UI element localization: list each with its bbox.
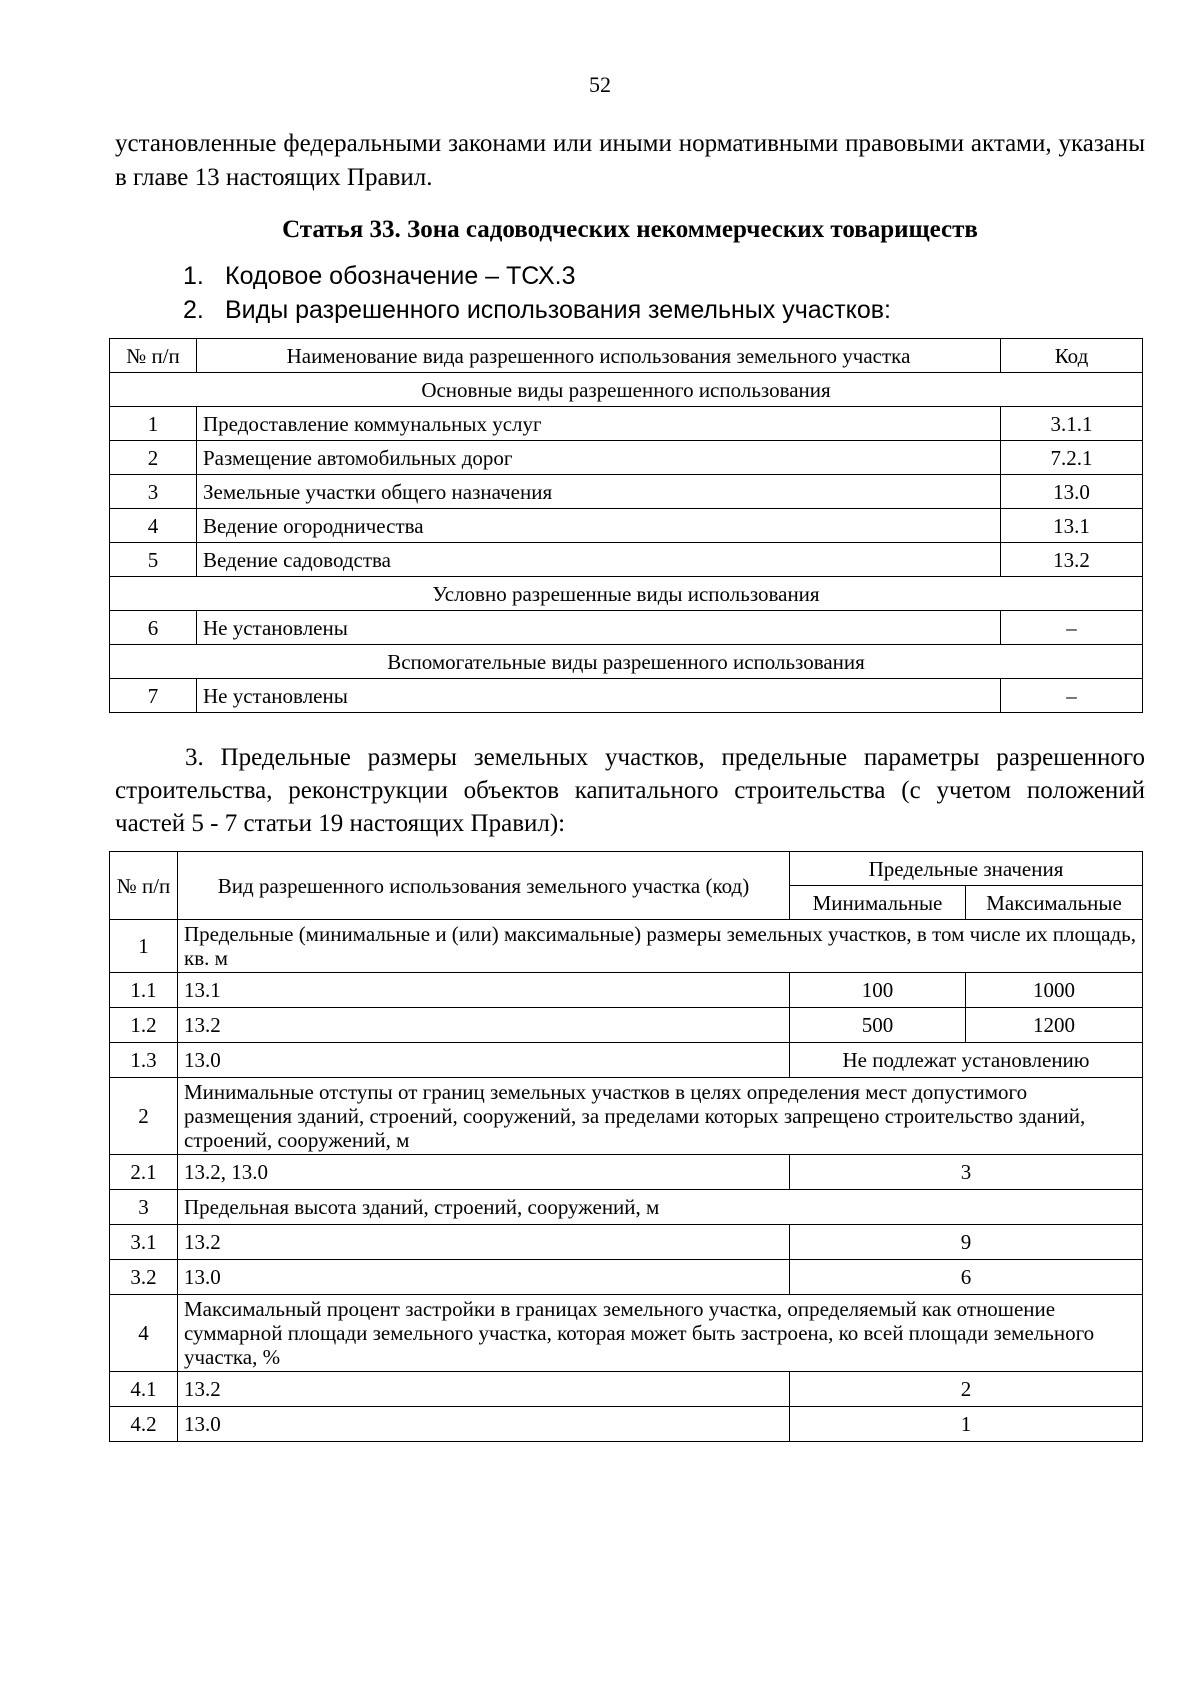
- limit-value: 6: [790, 1260, 1143, 1295]
- limit-value: 3: [790, 1155, 1143, 1190]
- table-row: [110, 407, 1143, 441]
- row-number: 2: [110, 441, 197, 475]
- row-number: 1.3: [110, 1043, 178, 1078]
- row-number: 2: [110, 1078, 178, 1155]
- use-name: Земельные участки общего назначения: [197, 475, 1001, 509]
- list-item-uses: [183, 296, 891, 325]
- list-item-text: Кодовое обозначение – ТСХ.3: [225, 262, 576, 290]
- table-row: [110, 973, 1143, 1008]
- max-value: 1200: [966, 1008, 1143, 1043]
- table-row: [110, 1260, 1143, 1295]
- header-code: Код: [1001, 339, 1143, 373]
- list-item-number: 1.: [183, 262, 204, 290]
- table-row: [110, 441, 1143, 475]
- min-value: 500: [790, 1008, 966, 1043]
- use-code: –: [1001, 611, 1143, 645]
- use-code: –: [1001, 679, 1143, 713]
- header-min: Минимальные: [790, 886, 966, 920]
- page-number: 52: [589, 72, 611, 97]
- use-code: 13.1: [1001, 509, 1143, 543]
- zone-code: 13.2: [178, 1225, 790, 1260]
- group-description: Минимальные отступы от границ земельных участков в целях определения мест допустимого размещения зданий, строений, сооружений, за пределами которых запрещено строительство зданий, строений, сооружений, м: [178, 1078, 1143, 1155]
- table-row: [110, 679, 1143, 713]
- header-name: Наименование вида разрешенного использования земельного участка: [197, 339, 1001, 373]
- limit-value: 9: [790, 1225, 1143, 1260]
- use-name: Не установлены: [197, 679, 1001, 713]
- zone-code: 13.0: [178, 1260, 790, 1295]
- row-number: 4: [110, 1295, 178, 1372]
- table-row: [110, 1225, 1143, 1260]
- use-name: Ведение садоводства: [197, 543, 1001, 577]
- use-code: 3.1.1: [1001, 407, 1143, 441]
- article-title: Статья 33. Зона садоводческих некоммерческих товариществ: [282, 216, 978, 243]
- group-row: [110, 920, 1143, 973]
- zone-code: 13.2: [178, 1372, 790, 1407]
- use-code: 7.2.1: [1001, 441, 1143, 475]
- limit-value: 1: [790, 1407, 1143, 1442]
- limits-body: [110, 920, 1143, 1442]
- group-row: [110, 1295, 1143, 1372]
- table-row: [110, 1008, 1143, 1043]
- use-code: 13.2: [1001, 543, 1143, 577]
- section-title: Вспомогательные виды разрешенного использования: [110, 645, 1143, 679]
- row-number: 5: [110, 543, 197, 577]
- row-number: 6: [110, 611, 197, 645]
- group-description: Предельные (минимальные и (или) максимальные) размеры земельных участков, в том числе их площадь, кв. м: [178, 920, 1143, 973]
- group-row: [110, 1078, 1143, 1155]
- use-name: Предоставление коммунальных услуг: [197, 407, 1001, 441]
- zone-code: 13.0: [178, 1043, 790, 1078]
- intro-paragraph: установленные федеральными законами или иными нормативными правовыми актами, указаны в главе 13 настоящих Правил.: [115, 130, 1145, 191]
- row-number: 7: [110, 679, 197, 713]
- group-description: Максимальный процент застройки в границах земельного участка, определяемый как отношение суммарной площади земельного участка, которая может быть застроена, ко всей площади земельного участка, %: [178, 1295, 1143, 1372]
- table-row: [110, 1407, 1143, 1442]
- row-number: 2.1: [110, 1155, 178, 1190]
- permitted-uses-body: [110, 373, 1143, 713]
- row-number: 3.1: [110, 1225, 178, 1260]
- max-value: 1000: [966, 973, 1143, 1008]
- row-number: 1.1: [110, 973, 178, 1008]
- limit-value: Не подлежат установлению: [790, 1043, 1143, 1078]
- table-row: [110, 1372, 1143, 1407]
- use-code: 13.0: [1001, 475, 1143, 509]
- section-title: Основные виды разрешенного использования: [110, 373, 1143, 407]
- row-number: 1: [110, 920, 178, 973]
- row-number: 1: [110, 407, 197, 441]
- zone-code: 13.0: [178, 1407, 790, 1442]
- list-item-number: 2.: [183, 296, 204, 324]
- table-header-row: [110, 852, 1143, 886]
- row-number: 4.1: [110, 1372, 178, 1407]
- header-num: № п/п: [110, 852, 178, 920]
- row-number: 4.2: [110, 1407, 178, 1442]
- table-row: [110, 1043, 1143, 1078]
- header-type: Вид разрешенного использования земельного участка (код): [178, 852, 790, 920]
- use-name: Ведение огородничества: [197, 509, 1001, 543]
- table-row: [110, 475, 1143, 509]
- section-row: [110, 645, 1143, 679]
- table-row: [110, 509, 1143, 543]
- zone-code: 13.1: [178, 973, 790, 1008]
- row-number: 1.2: [110, 1008, 178, 1043]
- use-name: Не установлены: [197, 611, 1001, 645]
- limit-value: 2: [790, 1372, 1143, 1407]
- table-row: [110, 543, 1143, 577]
- header-num: № п/п: [110, 339, 197, 373]
- table-row: [110, 1155, 1143, 1190]
- row-number: 4: [110, 509, 197, 543]
- use-name: Размещение автомобильных дорог: [197, 441, 1001, 475]
- zone-code: 13.2: [178, 1008, 790, 1043]
- header-max: Максимальные: [966, 886, 1143, 920]
- list-item-text: Виды разрешенного использования земельных участков:: [225, 296, 891, 324]
- list-item-code: [183, 262, 575, 291]
- zone-code: 13.2, 13.0: [178, 1155, 790, 1190]
- permitted-uses-table: [109, 338, 1143, 713]
- header-limits: Предельные значения: [790, 852, 1143, 886]
- section-row: [110, 577, 1143, 611]
- min-value: 100: [790, 973, 966, 1008]
- section-row: [110, 373, 1143, 407]
- section-title: Условно разрешенные виды использования: [110, 577, 1143, 611]
- row-number: 3: [110, 475, 197, 509]
- row-number: 3.2: [110, 1260, 178, 1295]
- table-header-row: [110, 339, 1143, 373]
- row-number: 3: [110, 1190, 178, 1225]
- table-row: [110, 611, 1143, 645]
- group-row: [110, 1190, 1143, 1225]
- limits-paragraph: 3. Предельные размеры земельных участков, предельные параметры разрешенного строительства, реконструкции объектов капитального строительства (с учетом положений частей 5 - 7 статьи 19 настоящих Правил):: [115, 744, 1145, 837]
- group-description: Предельная высота зданий, строений, сооружений, м: [178, 1190, 1143, 1225]
- limits-table: [109, 851, 1143, 1442]
